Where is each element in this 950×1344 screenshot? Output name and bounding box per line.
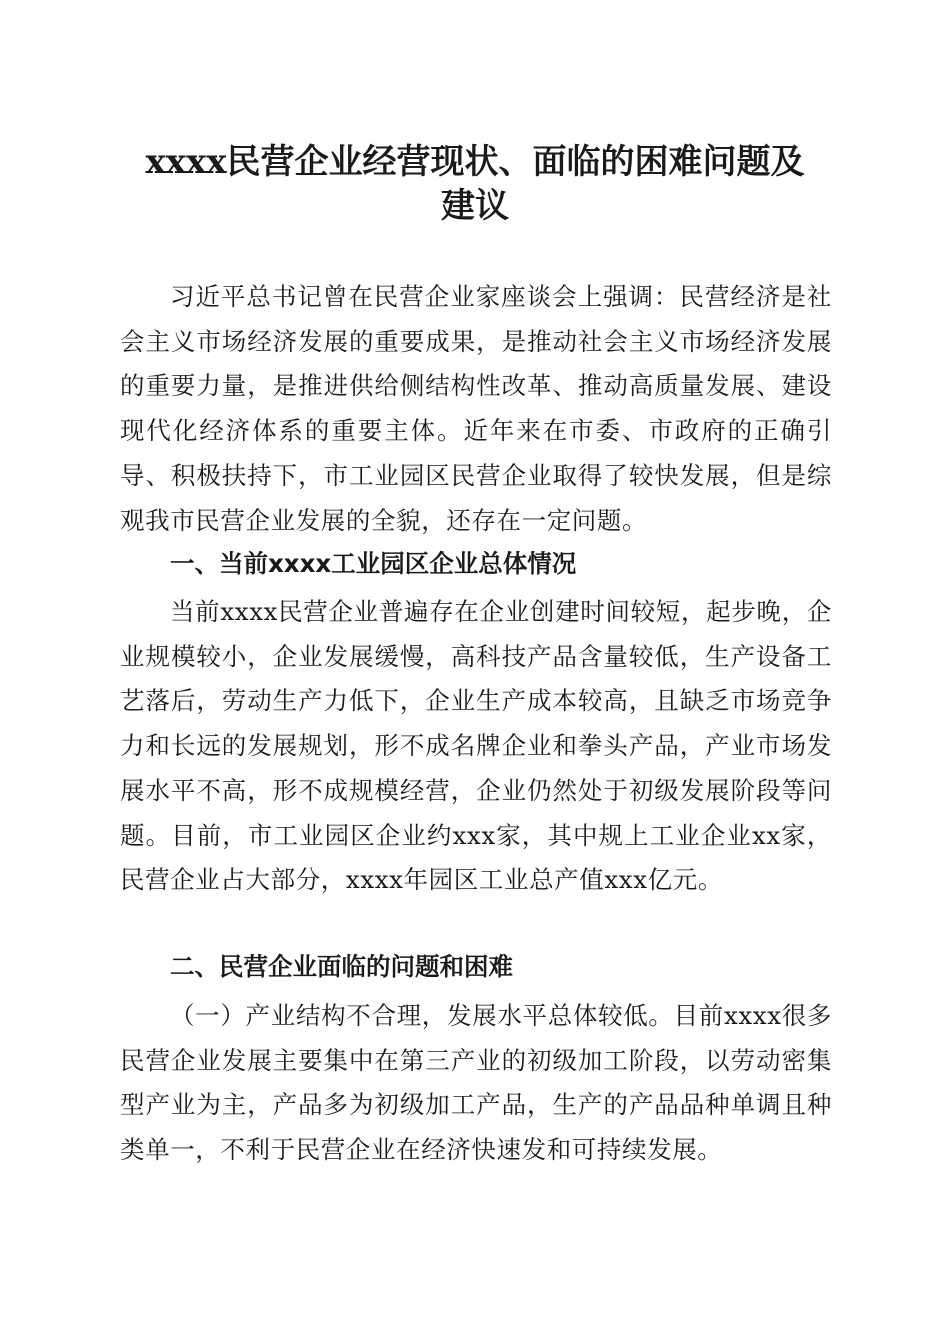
intro-paragraph: 习近平总书记曾在民营企业家座谈会上强调：民营经济是社会主义市场经济发展的重要成果，是推动社会主义市场经济发展的重要力量，是推进供给侧结构性改革、推动高质量发展、建设现代化经济体系的重要主体。近年来在市委、市政府的正确引导、积极扶持下，市工业园区民营企业取得了较快发展，但是综观我市民营企业发展的全貌，还存在一定问题。 xyxy=(120,282,832,535)
document-title-line-2: 建议 xyxy=(441,186,509,226)
section-heading-1: 一、当前xxxx工业园区企业总体情况 xyxy=(170,549,577,578)
document-title-line-1: xxxx民营企业经营现状、面临的困难问题及 xyxy=(145,142,805,182)
section-2-paragraph: （一）产业结构不合理，发展水平总体较低。目前xxxx很多民营企业发展主要集中在第三产业的初级加工阶段，以劳动密集型产业为主，产品多为初级加工产品，生产的产品品种单调且种类单一，不利于民营企业在经济快速发和可持续发展。 xyxy=(120,1001,832,1165)
section-1-paragraph: 当前xxxx民营企业普遍存在企业创建时间较短，起步晚，企业规模较小，企业发展缓慢，高科技产品含量较低，生产设备工艺落后，劳动生产力低下，企业生产成本较高，且缺乏市场竞争力和长远的发展规划，形不成名牌企业和拳头产品，产业市场发展水平不高，形不成规模经营，企业仍然处于初级发展阶段等问题。目前，市工业园区企业约xxx家，其中规上工业企业xx家，民营企业占大部分，xxxx年园区工业总产值xxx亿元。 xyxy=(120,597,832,895)
section-heading-2: 二、民营企业面临的问题和困难 xyxy=(170,952,513,981)
